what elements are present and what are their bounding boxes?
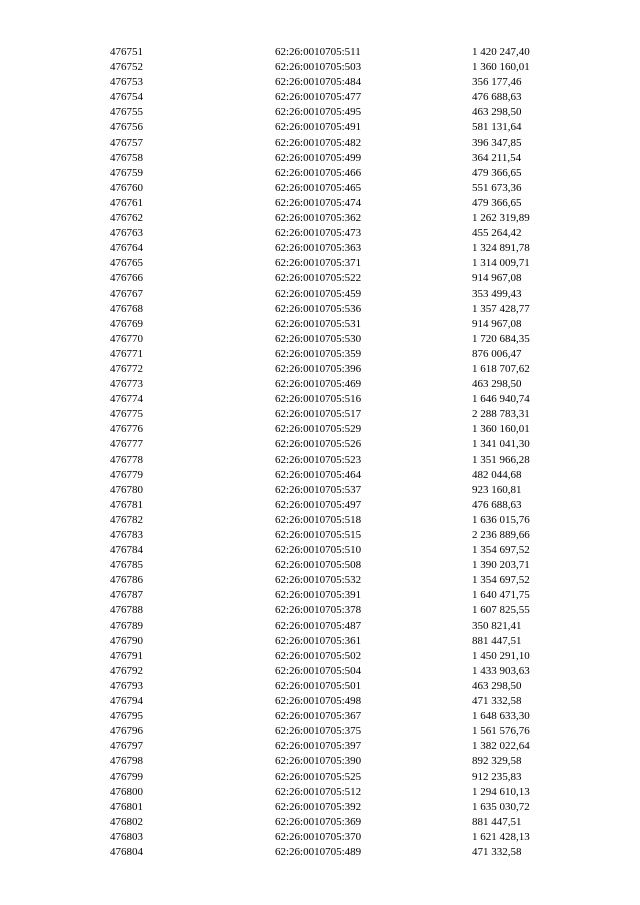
row-number-cell: 476778 xyxy=(110,453,143,466)
row-number-cell: 476769 xyxy=(110,317,143,330)
row-number-cell: 476758 xyxy=(110,151,143,164)
row-number-cell: 476793 xyxy=(110,679,143,692)
table-row xyxy=(0,90,640,105)
cadastral-number-cell: 62:26:0010705:473 xyxy=(275,227,362,240)
row-number-cell: 476777 xyxy=(110,438,143,451)
row-number-cell: 476765 xyxy=(110,257,143,270)
cadastral-number-cell: 62:26:0010705:536 xyxy=(275,302,362,315)
cadastral-number-cell: 62:26:0010705:495 xyxy=(275,106,362,119)
cadastral-value-cell: 1 354 697,52 xyxy=(472,574,530,587)
row-number-cell: 476772 xyxy=(110,362,143,375)
row-number-cell: 476755 xyxy=(110,106,143,119)
cadastral-value-cell: 463 298,50 xyxy=(472,106,522,119)
cadastral-number-cell: 62:26:0010705:390 xyxy=(275,755,362,768)
cadastral-value-cell: 1 720 684,35 xyxy=(472,332,530,345)
table-row xyxy=(0,453,640,468)
cadastral-value-cell: 2 236 889,66 xyxy=(472,529,530,541)
row-number-cell: 476751 xyxy=(110,46,143,58)
cadastral-number-cell: 62:26:0010705:477 xyxy=(275,91,362,104)
cadastral-number-cell: 62:26:0010705:516 xyxy=(275,393,362,406)
cadastral-value-table xyxy=(0,45,640,860)
cadastral-value-cell: 1 382 022,64 xyxy=(472,740,530,753)
cadastral-value-cell: 876 006,47 xyxy=(472,347,522,360)
table-row xyxy=(0,679,640,694)
table-row xyxy=(0,151,640,166)
cadastral-value-cell: 1 351 966,28 xyxy=(472,453,530,466)
cadastral-value-cell: 1 294 610,13 xyxy=(472,785,530,798)
cadastral-number-cell: 62:26:0010705:367 xyxy=(275,710,362,723)
table-row xyxy=(0,800,640,815)
row-number-cell: 476792 xyxy=(110,664,143,677)
cadastral-value-cell: 881 447,51 xyxy=(472,634,522,647)
cadastral-value-cell: 1 640 471,75 xyxy=(472,589,530,602)
table-row xyxy=(0,437,640,452)
cadastral-number-cell: 62:26:0010705:464 xyxy=(275,468,362,481)
table-row xyxy=(0,664,640,679)
table-row xyxy=(0,60,640,75)
table-row xyxy=(0,317,640,332)
table-row xyxy=(0,498,640,513)
cadastral-number-cell: 62:26:0010705:391 xyxy=(275,589,362,602)
cadastral-value-cell: 1 648 633,30 xyxy=(472,710,530,723)
cadastral-value-cell: 463 298,50 xyxy=(472,378,522,391)
table-row xyxy=(0,619,640,634)
cadastral-number-cell: 62:26:0010705:526 xyxy=(275,438,362,451)
row-number-cell: 476752 xyxy=(110,61,143,74)
cadastral-number-cell: 62:26:0010705:396 xyxy=(275,362,362,375)
cadastral-number-cell: 62:26:0010705:537 xyxy=(275,483,362,496)
table-row xyxy=(0,75,640,90)
cadastral-value-cell: 471 332,58 xyxy=(472,695,522,708)
row-number-cell: 476786 xyxy=(110,574,143,587)
cadastral-number-cell: 62:26:0010705:359 xyxy=(275,347,362,360)
table-row xyxy=(0,302,640,317)
cadastral-value-cell: 1 360 160,01 xyxy=(472,61,530,74)
table-row xyxy=(0,815,640,830)
cadastral-number-cell: 62:26:0010705:369 xyxy=(275,815,362,828)
cadastral-number-cell: 62:26:0010705:517 xyxy=(275,408,362,421)
cadastral-value-cell: 1 420 247,40 xyxy=(472,46,530,58)
cadastral-value-cell: 482 044,68 xyxy=(472,468,522,481)
cadastral-number-cell: 62:26:0010705:532 xyxy=(275,574,362,587)
row-number-cell: 476784 xyxy=(110,544,143,557)
cadastral-value-cell: 551 673,36 xyxy=(472,181,522,194)
row-number-cell: 476801 xyxy=(110,800,143,813)
table-row xyxy=(0,407,640,422)
row-number-cell: 476794 xyxy=(110,695,143,708)
table-row xyxy=(0,422,640,437)
cadastral-value-cell: 1 324 891,78 xyxy=(472,242,530,255)
table-row xyxy=(0,709,640,724)
table-row xyxy=(0,739,640,754)
row-number-cell: 476776 xyxy=(110,423,143,436)
cadastral-value-cell: 914 967,08 xyxy=(472,272,522,285)
cadastral-value-cell: 471 332,58 xyxy=(472,845,522,858)
cadastral-value-cell: 476 688,63 xyxy=(472,91,522,104)
row-number-cell: 476782 xyxy=(110,513,143,526)
cadastral-number-cell: 62:26:0010705:502 xyxy=(275,649,362,662)
row-number-cell: 476762 xyxy=(110,212,143,225)
table-row xyxy=(0,754,640,769)
table-row xyxy=(0,45,640,60)
cadastral-value-cell: 1 561 576,76 xyxy=(472,725,530,738)
cadastral-value-cell: 364 211,54 xyxy=(472,151,522,164)
row-number-cell: 476766 xyxy=(110,272,143,285)
row-number-cell: 476757 xyxy=(110,136,143,149)
cadastral-number-cell: 62:26:0010705:529 xyxy=(275,423,362,436)
cadastral-number-cell: 62:26:0010705:370 xyxy=(275,830,362,843)
table-row xyxy=(0,347,640,362)
table-row xyxy=(0,468,640,483)
table-row xyxy=(0,226,640,241)
cadastral-value-cell: 1 636 015,76 xyxy=(472,513,530,526)
cadastral-value-cell: 356 177,46 xyxy=(472,76,522,89)
cadastral-value-cell: 1 635 030,72 xyxy=(472,800,530,813)
row-number-cell: 476773 xyxy=(110,378,143,391)
row-number-cell: 476763 xyxy=(110,227,143,240)
table-row xyxy=(0,241,640,256)
table-row xyxy=(0,377,640,392)
table-row xyxy=(0,543,640,558)
table-row xyxy=(0,573,640,588)
row-number-cell: 476768 xyxy=(110,302,143,315)
row-number-cell: 476761 xyxy=(110,196,143,209)
cadastral-number-cell: 62:26:0010705:362 xyxy=(275,212,362,225)
cadastral-number-cell: 62:26:0010705:525 xyxy=(275,770,362,783)
cadastral-number-cell: 62:26:0010705:487 xyxy=(275,619,362,632)
row-number-cell: 476787 xyxy=(110,589,143,602)
table-row xyxy=(0,287,640,302)
cadastral-number-cell: 62:26:0010705:531 xyxy=(275,317,362,330)
cadastral-value-cell: 1 621 428,13 xyxy=(472,830,530,843)
cadastral-value-cell: 1 357 428,77 xyxy=(472,302,530,315)
row-number-cell: 476756 xyxy=(110,121,143,134)
cadastral-number-cell: 62:26:0010705:512 xyxy=(275,785,362,798)
row-number-cell: 476791 xyxy=(110,649,143,662)
table-row xyxy=(0,588,640,603)
cadastral-number-cell: 62:26:0010705:523 xyxy=(275,453,362,466)
row-number-cell: 476783 xyxy=(110,529,143,541)
cadastral-value-cell: 1 341 041,30 xyxy=(472,438,530,451)
row-number-cell: 476774 xyxy=(110,393,143,406)
cadastral-number-cell: 62:26:0010705:489 xyxy=(275,845,362,858)
cadastral-number-cell: 62:26:0010705:361 xyxy=(275,634,362,647)
row-number-cell: 476753 xyxy=(110,76,143,89)
table-row xyxy=(0,845,640,860)
cadastral-number-cell: 62:26:0010705:484 xyxy=(275,76,362,89)
table-row xyxy=(0,634,640,649)
cadastral-number-cell: 62:26:0010705:503 xyxy=(275,61,362,74)
cadastral-value-cell: 923 160,81 xyxy=(472,483,522,496)
row-number-cell: 476789 xyxy=(110,619,143,632)
row-number-cell: 476770 xyxy=(110,332,143,345)
cadastral-number-cell: 62:26:0010705:466 xyxy=(275,166,362,179)
table-row xyxy=(0,271,640,286)
cadastral-number-cell: 62:26:0010705:371 xyxy=(275,257,362,270)
cadastral-number-cell: 62:26:0010705:482 xyxy=(275,136,362,149)
cadastral-value-cell: 914 967,08 xyxy=(472,317,522,330)
row-number-cell: 476800 xyxy=(110,785,143,798)
cadastral-value-cell: 892 329,58 xyxy=(472,755,522,768)
cadastral-number-cell: 62:26:0010705:459 xyxy=(275,287,362,300)
cadastral-value-cell: 1 607 825,55 xyxy=(472,604,530,617)
cadastral-number-cell: 62:26:0010705:375 xyxy=(275,725,362,738)
cadastral-number-cell: 62:26:0010705:491 xyxy=(275,121,362,134)
cadastral-number-cell: 62:26:0010705:378 xyxy=(275,604,362,617)
row-number-cell: 476795 xyxy=(110,710,143,723)
table-row xyxy=(0,166,640,181)
cadastral-value-cell: 396 347,85 xyxy=(472,136,522,149)
table-row xyxy=(0,392,640,407)
row-number-cell: 476760 xyxy=(110,181,143,194)
cadastral-value-cell: 581 131,64 xyxy=(472,121,522,134)
cadastral-value-cell: 455 264,42 xyxy=(472,227,522,240)
row-number-cell: 476798 xyxy=(110,755,143,768)
cadastral-value-cell: 350 821,41 xyxy=(472,619,522,632)
table-row xyxy=(0,256,640,271)
table-row xyxy=(0,120,640,135)
cadastral-number-cell: 62:26:0010705:530 xyxy=(275,332,362,345)
row-number-cell: 476767 xyxy=(110,287,143,300)
cadastral-value-cell: 1 450 291,10 xyxy=(472,649,530,662)
cadastral-number-cell: 62:26:0010705:499 xyxy=(275,151,362,164)
row-number-cell: 476797 xyxy=(110,740,143,753)
table-row xyxy=(0,649,640,664)
cadastral-number-cell: 62:26:0010705:465 xyxy=(275,181,362,194)
row-number-cell: 476771 xyxy=(110,347,143,360)
row-number-cell: 476803 xyxy=(110,830,143,843)
cadastral-value-cell: 1 360 160,01 xyxy=(472,423,530,436)
cadastral-number-cell: 62:26:0010705:510 xyxy=(275,544,362,557)
cadastral-number-cell: 62:26:0010705:522 xyxy=(275,272,362,285)
table-row xyxy=(0,830,640,845)
row-number-cell: 476796 xyxy=(110,725,143,738)
row-number-cell: 476781 xyxy=(110,498,143,511)
cadastral-number-cell: 62:26:0010705:397 xyxy=(275,740,362,753)
cadastral-number-cell: 62:26:0010705:469 xyxy=(275,378,362,391)
table-row xyxy=(0,770,640,785)
table-row xyxy=(0,558,640,573)
table-row xyxy=(0,362,640,377)
table-row xyxy=(0,211,640,226)
cadastral-number-cell: 62:26:0010705:508 xyxy=(275,559,362,572)
cadastral-number-cell: 62:26:0010705:511 xyxy=(275,46,361,58)
table-row xyxy=(0,136,640,151)
cadastral-number-cell: 62:26:0010705:518 xyxy=(275,513,362,526)
cadastral-value-cell: 912 235,83 xyxy=(472,770,522,783)
table-row xyxy=(0,785,640,800)
row-number-cell: 476759 xyxy=(110,166,143,179)
cadastral-value-cell: 1 618 707,62 xyxy=(472,362,530,375)
table-row xyxy=(0,603,640,618)
cadastral-number-cell: 62:26:0010705:501 xyxy=(275,679,362,692)
cadastral-number-cell: 62:26:0010705:363 xyxy=(275,242,362,255)
row-number-cell: 476804 xyxy=(110,845,143,858)
table-row xyxy=(0,196,640,211)
cadastral-value-cell: 881 447,51 xyxy=(472,815,522,828)
cadastral-value-cell: 479 366,65 xyxy=(472,196,522,209)
cadastral-number-cell: 62:26:0010705:392 xyxy=(275,800,362,813)
row-number-cell: 476779 xyxy=(110,468,143,481)
cadastral-number-cell: 62:26:0010705:497 xyxy=(275,498,362,511)
table-row xyxy=(0,181,640,196)
cadastral-value-cell: 1 390 203,71 xyxy=(472,559,530,572)
row-number-cell: 476780 xyxy=(110,483,143,496)
cadastral-value-cell: 1 354 697,52 xyxy=(472,544,530,557)
row-number-cell: 476799 xyxy=(110,770,143,783)
cadastral-number-cell: 62:26:0010705:474 xyxy=(275,196,362,209)
table-row xyxy=(0,528,640,543)
table-row xyxy=(0,724,640,739)
cadastral-value-cell: 1 314 009,71 xyxy=(472,257,530,270)
cadastral-value-cell: 2 288 783,31 xyxy=(472,408,530,421)
cadastral-number-cell: 62:26:0010705:515 xyxy=(275,529,362,541)
table-row xyxy=(0,513,640,528)
cadastral-value-cell: 463 298,50 xyxy=(472,679,522,692)
row-number-cell: 476785 xyxy=(110,559,143,572)
row-number-cell: 476754 xyxy=(110,91,143,104)
cadastral-value-cell: 1 646 940,74 xyxy=(472,393,530,406)
cadastral-number-cell: 62:26:0010705:498 xyxy=(275,695,362,708)
cadastral-value-cell: 479 366,65 xyxy=(472,166,522,179)
table-row xyxy=(0,694,640,709)
row-number-cell: 476775 xyxy=(110,408,143,421)
cadastral-number-cell: 62:26:0010705:504 xyxy=(275,664,362,677)
table-row xyxy=(0,332,640,347)
cadastral-value-cell: 353 499,43 xyxy=(472,287,522,300)
row-number-cell: 476788 xyxy=(110,604,143,617)
row-number-cell: 476790 xyxy=(110,634,143,647)
cadastral-value-cell: 1 433 903,63 xyxy=(472,664,530,677)
cadastral-value-cell: 476 688,63 xyxy=(472,498,522,511)
table-row xyxy=(0,483,640,498)
row-number-cell: 476764 xyxy=(110,242,143,255)
cadastral-value-cell: 1 262 319,89 xyxy=(472,212,530,225)
table-row xyxy=(0,105,640,120)
row-number-cell: 476802 xyxy=(110,815,143,828)
